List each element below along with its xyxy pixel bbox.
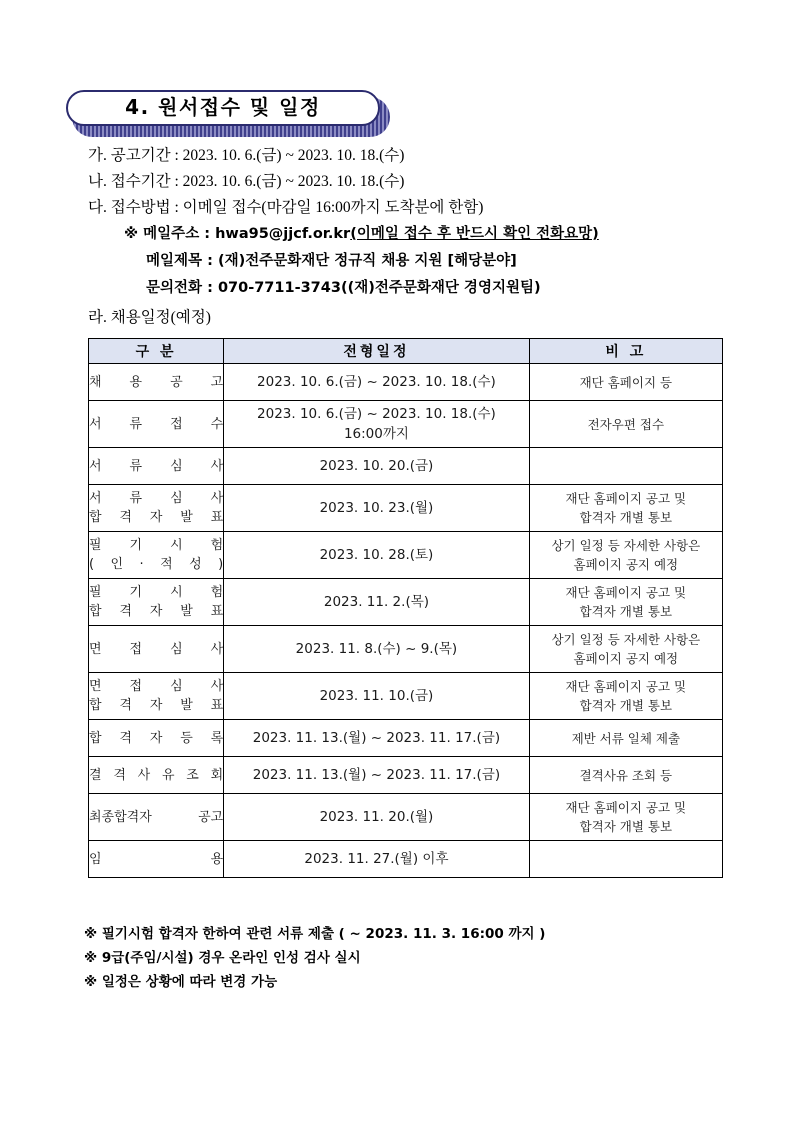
cell-date-line: 2023. 11. 13.(월) ~ 2023. 11. 17.(금) — [252, 767, 501, 783]
cell-stage-line: 채 용 공 고 — [89, 374, 224, 390]
cell-date — [224, 579, 529, 626]
column-header-category: 구 분 — [89, 339, 224, 364]
cell-note — [529, 579, 722, 626]
cell-note-line: 상기 일정 등 자세한 사항은 — [551, 632, 701, 647]
cell-stage — [89, 626, 224, 673]
cell-stage — [89, 841, 224, 878]
table-row — [89, 841, 723, 878]
cell-note — [529, 626, 722, 673]
intro-block — [88, 143, 748, 302]
cell-note — [529, 841, 722, 878]
cell-note — [529, 720, 722, 757]
table-row — [89, 448, 723, 485]
cell-date — [224, 673, 529, 720]
mail-address-value: hwa95@jjcf.or.kr — [215, 226, 351, 242]
cell-stage-line: 합 격 자 발 표 — [89, 510, 224, 525]
table-body — [89, 364, 723, 878]
cell-stage-line: 합 격 자 발 표 — [89, 698, 224, 713]
page-title: 4. 원서접수 및 일정 — [125, 95, 321, 119]
cell-note — [529, 532, 722, 579]
table-row — [89, 794, 723, 841]
footnote-schedule-change: ※ 일정은 상황에 따라 변경 가능 — [84, 974, 278, 990]
intro-line-contact-phone — [88, 275, 748, 302]
cell-stage-line: 필 기 시 험 — [89, 585, 224, 600]
cell-date — [224, 448, 529, 485]
cell-date — [224, 532, 529, 579]
cell-stage — [89, 448, 224, 485]
cell-stage — [89, 757, 224, 794]
mail-subject-value: (재)전주문화재단 정규직 채용 지원 [해당분야] — [217, 253, 517, 269]
intro-line-application-period: 나. 접수기간 : 2023. 10. 6.(금) ~ 2023. 10. 18.(수) — [88, 173, 405, 190]
column-header-remarks: 비 고 — [529, 339, 722, 364]
intro-line-mail-subject — [88, 248, 748, 275]
cell-note — [529, 794, 722, 841]
cell-date-line: 2023. 11. 8.(수) ~ 9.(목) — [295, 641, 458, 657]
cell-date — [224, 364, 529, 401]
cell-stage-line: 서 류 심 사 — [89, 491, 224, 506]
cell-stage — [89, 673, 224, 720]
schedule-section-label: 라. 채용일정(예정) — [88, 309, 211, 326]
table-row — [89, 757, 723, 794]
cell-date — [224, 757, 529, 794]
cell-note-line: 결격사유 조회 등 — [579, 767, 673, 783]
table-row — [89, 579, 723, 626]
cell-note — [529, 757, 722, 794]
cell-note-line: 재단 홈페이지 등 — [579, 374, 673, 390]
recruitment-schedule-table — [88, 338, 723, 878]
cell-stage-line: 면 접 심 사 — [89, 679, 224, 694]
cell-stage — [89, 364, 224, 401]
cell-note-line: 홈페이지 공지 예정 — [573, 557, 679, 572]
footnotes-block — [84, 922, 744, 994]
cell-note-line: 재단 홈페이지 공고 및 — [565, 679, 687, 694]
cell-stage-line: 합 격 자 발 표 — [89, 604, 224, 619]
cell-note-line: 합격자 개별 통보 — [579, 698, 673, 713]
cell-date — [224, 841, 529, 878]
cell-stage-line: 결 격 사 유 조 회 — [89, 767, 224, 783]
table-header-row — [89, 339, 723, 364]
cell-date-line: 16:00까지 — [343, 426, 409, 442]
cell-stage — [89, 794, 224, 841]
cell-note-line: 상기 일정 등 자세한 사항은 — [551, 538, 701, 553]
cell-note — [529, 673, 722, 720]
cell-date — [224, 626, 529, 673]
cell-stage — [89, 720, 224, 757]
contact-phone-value: 070-7711-3743((재)전주문화재단 경영지원팀) — [217, 280, 541, 296]
table-row — [89, 485, 723, 532]
cell-stage — [89, 532, 224, 579]
footnote-documents: ※ 필기시험 합격자 한하여 관련 서류 제출 ( ~ 2023. 11. 3. 16:00 까지 ) — [84, 926, 546, 942]
cell-stage-line: 필 기 시 험 — [89, 538, 224, 553]
footnote-online-test: ※ 9급(주임/시설) 경우 온라인 인성 검사 실시 — [84, 950, 361, 966]
cell-date — [224, 720, 529, 757]
cell-note — [529, 401, 722, 448]
cell-date-line: 2023. 10. 6.(금) ~ 2023. 10. 18.(수) — [257, 406, 496, 422]
cell-stage — [89, 579, 224, 626]
cell-stage-line: 면 접 심 사 — [89, 641, 224, 657]
cell-stage — [89, 485, 224, 532]
column-header-schedule: 전형일정 — [224, 339, 529, 364]
cell-note-line: 재단 홈페이지 공고 및 — [565, 800, 687, 815]
cell-date-line: 2023. 11. 10.(금) — [319, 688, 434, 704]
cell-note-line: 제반 서류 일체 제출 — [571, 730, 681, 746]
cell-stage-line: 합 격 자 등 록 — [89, 730, 224, 746]
cell-note-line: 재단 홈페이지 공고 및 — [565, 585, 687, 600]
table-row — [89, 532, 723, 579]
asterisk-marker: ※ — [124, 226, 139, 242]
cell-date-line: 2023. 11. 27.(월) 이후 — [304, 851, 449, 867]
mail-subject-label: 메일제목 : — [146, 253, 218, 269]
cell-note-line: 홈페이지 공지 예정 — [573, 651, 679, 666]
cell-note — [529, 485, 722, 532]
intro-line-application-method: 다. 접수방법 : 이메일 접수(마감일 16:00까지 도착분에 한함) — [88, 199, 484, 216]
cell-date-line: 2023. 11. 2.(목) — [323, 594, 430, 610]
table-row — [89, 720, 723, 757]
cell-note-line: 전자우편 접수 — [587, 416, 665, 432]
cell-note — [529, 448, 722, 485]
cell-stage — [89, 401, 224, 448]
cell-stage-line: ( 인 · 적 성 ) — [89, 557, 224, 572]
table-row — [89, 673, 723, 720]
cell-stage-line: 임 용 — [89, 851, 224, 867]
cell-note-line: 재단 홈페이지 공고 및 — [565, 491, 687, 506]
cell-note-line: 합격자 개별 통보 — [579, 604, 673, 619]
cell-date-line: 2023. 10. 6.(금) ~ 2023. 10. 18.(수) — [257, 374, 496, 390]
cell-date — [224, 485, 529, 532]
cell-note-line: 합격자 개별 통보 — [579, 819, 673, 834]
cell-note — [529, 364, 722, 401]
mail-address-label: 메일주소 : — [143, 226, 216, 242]
cell-date-line: 2023. 10. 23.(월) — [319, 500, 434, 516]
cell-date-line: 2023. 10. 20.(금) — [319, 458, 434, 474]
table-row — [89, 401, 723, 448]
intro-line-notice-period: 가. 공고기간 : 2023. 10. 6.(금) ~ 2023. 10. 18.(수) — [88, 147, 405, 164]
table-row — [89, 364, 723, 401]
cell-date-line: 2023. 11. 13.(월) ~ 2023. 11. 17.(금) — [252, 730, 501, 746]
cell-date-line: 2023. 10. 28.(토) — [319, 547, 434, 563]
cell-stage-line: 최종합격자 공고 — [89, 809, 224, 825]
cell-stage-line: 서 류 접 수 — [89, 416, 224, 432]
mail-address-note: (이메일 접수 후 반드시 확인 전화요망) — [350, 226, 599, 242]
cell-stage-line: 서 류 심 사 — [89, 458, 224, 474]
contact-phone-label: 문의전화 : — [146, 280, 218, 296]
cell-date — [224, 794, 529, 841]
cell-date — [224, 401, 529, 448]
cell-note-line: 합격자 개별 통보 — [579, 510, 673, 525]
table-row — [89, 626, 723, 673]
intro-line-mail-address — [88, 221, 748, 248]
section-title-banner — [66, 90, 384, 130]
cell-date-line: 2023. 11. 20.(월) — [319, 809, 434, 825]
